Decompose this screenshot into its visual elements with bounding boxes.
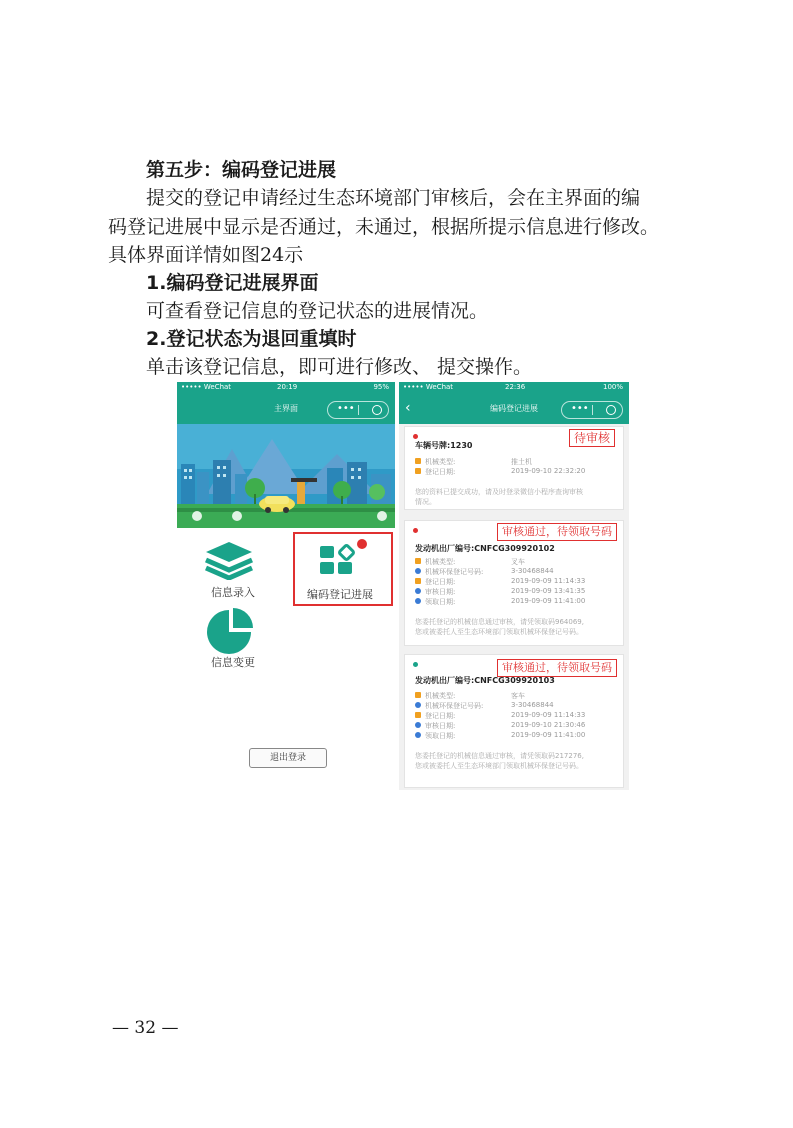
grid-icon [318, 538, 370, 578]
nav-bar [177, 394, 395, 424]
card-field: 机械类型: 客车 [415, 691, 623, 700]
machine-type-icon [415, 558, 421, 564]
status-battery: 100% [602, 383, 623, 391]
status-badge: 审核通过，待领取号码 [497, 659, 617, 677]
record-card[interactable] [404, 520, 624, 646]
card-field: 领取日期: 2019-09-09 11:41:00 [415, 731, 623, 740]
mini-program-capsule[interactable] [561, 401, 623, 419]
pie-chart-icon[interactable] [207, 608, 253, 654]
page-number: — 32 — [112, 1018, 179, 1038]
layers-icon[interactable] [204, 540, 254, 580]
menu-coding-progress-label: 编码登记进展 [307, 588, 373, 601]
record-card[interactable] [404, 426, 624, 510]
close-circle-icon[interactable] [606, 405, 616, 415]
right-phone-screen [399, 382, 629, 790]
machine-type-icon [415, 458, 421, 464]
card-field: 机械类型: 推土机 [415, 457, 623, 466]
status-time: 22:36 [505, 383, 526, 391]
card-title: 车辆号牌:1230 [415, 441, 473, 450]
card-field: 登记日期: 2019-09-09 11:14:33 [415, 711, 623, 720]
subheading-1: 1.编码登记进展界面 [146, 272, 319, 294]
status-badge: 审核通过，待领取号码 [497, 523, 617, 541]
status-bar [177, 382, 395, 394]
pickup-icon [415, 732, 421, 738]
card-field: 机械类型: 叉车 [415, 557, 623, 566]
subheading-1-text: 可查看登记信息的登记状态的进展情况。 [146, 300, 489, 322]
more-icon[interactable]: ••• [571, 403, 589, 414]
calendar-icon [415, 712, 421, 718]
left-phone-screen [177, 382, 395, 790]
step-heading: 第五步：编码登记进展 [146, 159, 337, 181]
card-field: 审核日期: 2019-09-09 13:41:35 [415, 587, 623, 596]
logout-button[interactable]: 退出登录 [249, 748, 327, 768]
subheading-2-text: 单击该登记信息，即可进行修改、 提交操作。 [146, 356, 533, 378]
nav-bar [399, 394, 629, 424]
card-note: 您的资料已提交成功，请及时登录微信小程序查询审核 情况。 [415, 488, 583, 506]
paragraph-line-2: 码登记进展中显示是否通过，未通过，根据所提示信息进行修改。 [108, 216, 660, 238]
nav-title: 主界面 [274, 404, 298, 413]
menu-info-entry[interactable]: 信息录入 [211, 586, 255, 599]
calendar-icon [415, 468, 421, 474]
status-battery: 95% [373, 383, 389, 391]
status-time: 20:19 [277, 383, 298, 391]
card-field: 审核日期: 2019-09-10 21:30:46 [415, 721, 623, 730]
menu-coding-progress[interactable] [293, 532, 393, 606]
card-field: 机械环保登记号码: 3-30468844 [415, 567, 623, 576]
machine-type-icon [415, 692, 421, 698]
nav-title: 编码登记进展 [490, 404, 538, 413]
calendar-icon [415, 578, 421, 584]
review-icon [415, 722, 421, 728]
status-carrier: ••••• WeChat [181, 383, 232, 391]
back-arrow-icon[interactable]: ‹ [405, 400, 411, 416]
status-bar [399, 382, 629, 394]
card-field: 登记日期: 2019-09-10 22:32:20 [415, 467, 623, 476]
city-banner-illustration [177, 424, 395, 528]
location-pin-icon [415, 568, 421, 574]
card-field: 机械环保登记号码: 3-30468844 [415, 701, 623, 710]
card-note: 您委托登记的机械信息通过审核，请凭领取码964069, 您或被委托人至生态环境部门领取机械环保登记号码。 [415, 618, 584, 636]
card-title: 发动机出厂编号:CNFCG309920103 [415, 676, 555, 685]
paragraph-line-3: 具体界面详情如图24示 [108, 244, 304, 266]
review-icon [415, 588, 421, 594]
status-carrier: ••••• WeChat [403, 383, 454, 391]
status-badge: 待审核 [569, 429, 615, 447]
close-circle-icon[interactable] [372, 405, 382, 415]
more-icon[interactable]: ••• [337, 403, 355, 414]
card-field: 领取日期: 2019-09-09 11:41:00 [415, 597, 623, 606]
pickup-icon [415, 598, 421, 604]
location-pin-icon [415, 702, 421, 708]
status-dot [413, 528, 418, 533]
card-title: 发动机出厂编号:CNFCG309920102 [415, 544, 555, 553]
menu-info-change[interactable]: 信息变更 [211, 656, 255, 669]
card-field: 登记日期: 2019-09-09 11:14:33 [415, 577, 623, 586]
status-dot [413, 662, 418, 667]
paragraph-line-1: 提交的登记申请经过生态环境部门审核后，会在主界面的编 [146, 187, 641, 209]
card-note: 您委托登记的机械信息通过审核，请凭领取码217276, 您或被委托人至生态环境部门领取机械环保登记号码。 [415, 752, 584, 770]
status-dot [413, 434, 418, 439]
record-card[interactable] [404, 654, 624, 788]
subheading-2: 2.登记状态为退回重填时 [146, 328, 357, 350]
mini-program-capsule[interactable] [327, 401, 389, 419]
